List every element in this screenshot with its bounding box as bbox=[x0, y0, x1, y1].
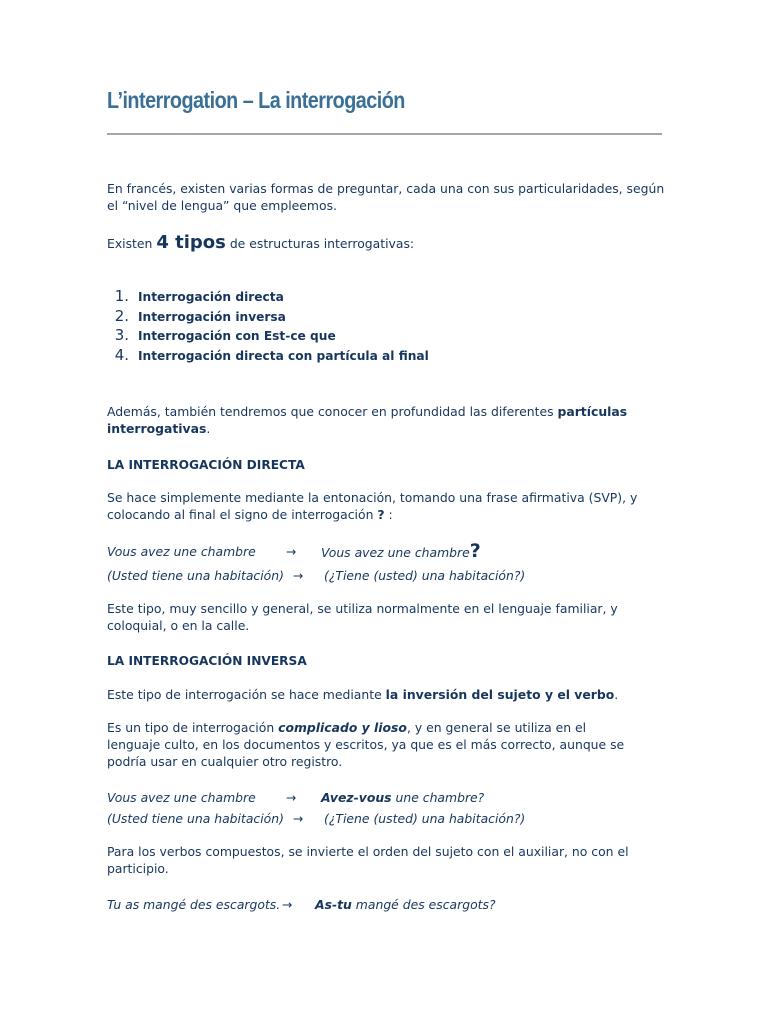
inversa-bold-italic: complicado y lioso bbox=[278, 720, 407, 735]
directa-question-mark: ? bbox=[377, 507, 385, 522]
inversa-heading: LA INTERROGACIÓN INVERSA bbox=[107, 654, 307, 668]
list-label: Interrogación inversa bbox=[138, 309, 286, 324]
example-result-text: une chambre? bbox=[391, 790, 485, 805]
inversa-paragraph-2 bbox=[107, 719, 642, 770]
list-item bbox=[107, 307, 429, 327]
types-list bbox=[107, 287, 429, 365]
types-intro-before: Existen bbox=[107, 236, 157, 251]
question-mark-glyph: ? bbox=[469, 540, 481, 562]
particles-after: . bbox=[206, 421, 211, 436]
list-item bbox=[107, 346, 429, 366]
example-result-bold: Avez-vous bbox=[321, 790, 392, 805]
example-result bbox=[321, 540, 481, 562]
particles-before: Además, también tendremos que conocer en profundidad las diferentes bbox=[107, 404, 558, 419]
example-result bbox=[315, 896, 496, 913]
example-result bbox=[321, 789, 484, 806]
inversa-paragraph-3 bbox=[107, 843, 667, 877]
inversa-text-end: . bbox=[614, 687, 619, 702]
inversa-example-2 bbox=[107, 810, 667, 827]
particles-bold: partículas interrogativas bbox=[107, 404, 628, 436]
directa-example-2 bbox=[107, 567, 667, 584]
list-number: 4. bbox=[114, 345, 129, 364]
inversa-text: Es un tipo de interrogación bbox=[107, 720, 279, 735]
list-item bbox=[107, 287, 429, 307]
list-label: Interrogación con Est-ce que bbox=[138, 329, 336, 343]
list-label: Interrogación directa con partícula al final bbox=[138, 348, 429, 363]
directa-paragraph bbox=[107, 489, 667, 523]
types-intro-after: de estructuras interrogativas: bbox=[225, 236, 415, 251]
inversa-compound-text: Para los verbos compuestos, se invierte el orden del sujeto con el auxiliar, no con el participio. bbox=[107, 844, 629, 876]
list-number: 1. bbox=[114, 287, 129, 305]
list-label: Interrogación directa bbox=[138, 290, 284, 304]
arrow-icon: → bbox=[286, 544, 297, 559]
example-french: Vous avez une chambre bbox=[107, 790, 256, 805]
example-translation: (¿Tiene (usted) una habitación?) bbox=[324, 568, 526, 583]
types-intro-paragraph bbox=[107, 232, 667, 255]
arrow-icon: → bbox=[286, 790, 297, 805]
directa-text-end: : bbox=[384, 507, 393, 522]
inversa-example-1 bbox=[107, 789, 667, 806]
inversa-text-end: , y en general se utiliza en el lenguaje culto, en los documentos y escritos, ya que es el más correcto, aunque se podría usar en cualquier otro registro. bbox=[107, 720, 625, 769]
list-number: 2. bbox=[114, 306, 129, 325]
example-result-text: Vous avez une chambre bbox=[321, 545, 470, 560]
directa-heading: LA INTERROGACIÓN DIRECTA bbox=[107, 458, 305, 472]
inversa-example-3 bbox=[107, 896, 667, 913]
particles-paragraph bbox=[107, 403, 667, 437]
example-translation: (¿Tiene (usted) una habitación?) bbox=[324, 811, 526, 826]
list-item bbox=[107, 326, 429, 346]
directa-usage-text: Este tipo, muy sencillo y general, se utiliza normalmente en el lenguaje familiar, y coloquial, o en la calle. bbox=[107, 601, 618, 633]
directa-example-1 bbox=[107, 540, 667, 562]
example-french: Vous avez une chambre bbox=[107, 544, 256, 559]
example-french: Tu as mangé des escargots. bbox=[107, 897, 281, 912]
arrow-icon: → bbox=[293, 811, 304, 826]
intro-paragraph bbox=[107, 180, 667, 214]
example-spanish: (Usted tiene una habitación) bbox=[107, 811, 284, 826]
title-divider bbox=[107, 133, 662, 135]
list-number: 3. bbox=[114, 326, 129, 344]
intro-text: En francés, existen varias formas de preguntar, cada una con sus particularidades, según el “nivel de lengua” que empleemos. bbox=[107, 181, 665, 213]
inversa-paragraph-1 bbox=[107, 686, 667, 703]
page-title: L’interrogation – La interrogación bbox=[107, 87, 405, 113]
inversa-bold: la inversión del sujeto y el verbo bbox=[385, 687, 615, 702]
arrow-icon: → bbox=[282, 897, 293, 912]
example-result-text: mangé des escargots? bbox=[351, 897, 496, 912]
inversa-text: Este tipo de interrogación se hace mediante bbox=[107, 687, 386, 702]
types-count: 4 tipos bbox=[156, 232, 226, 253]
example-spanish: (Usted tiene una habitación) bbox=[107, 568, 284, 583]
directa-usage-paragraph bbox=[107, 600, 667, 634]
arrow-icon: → bbox=[293, 568, 304, 583]
directa-text: Se hace simplemente mediante la entonación, tomando una frase afirmativa (SVP), y colocando al final el signo de interrogación bbox=[107, 490, 638, 522]
example-result-bold: As-tu bbox=[315, 897, 352, 912]
